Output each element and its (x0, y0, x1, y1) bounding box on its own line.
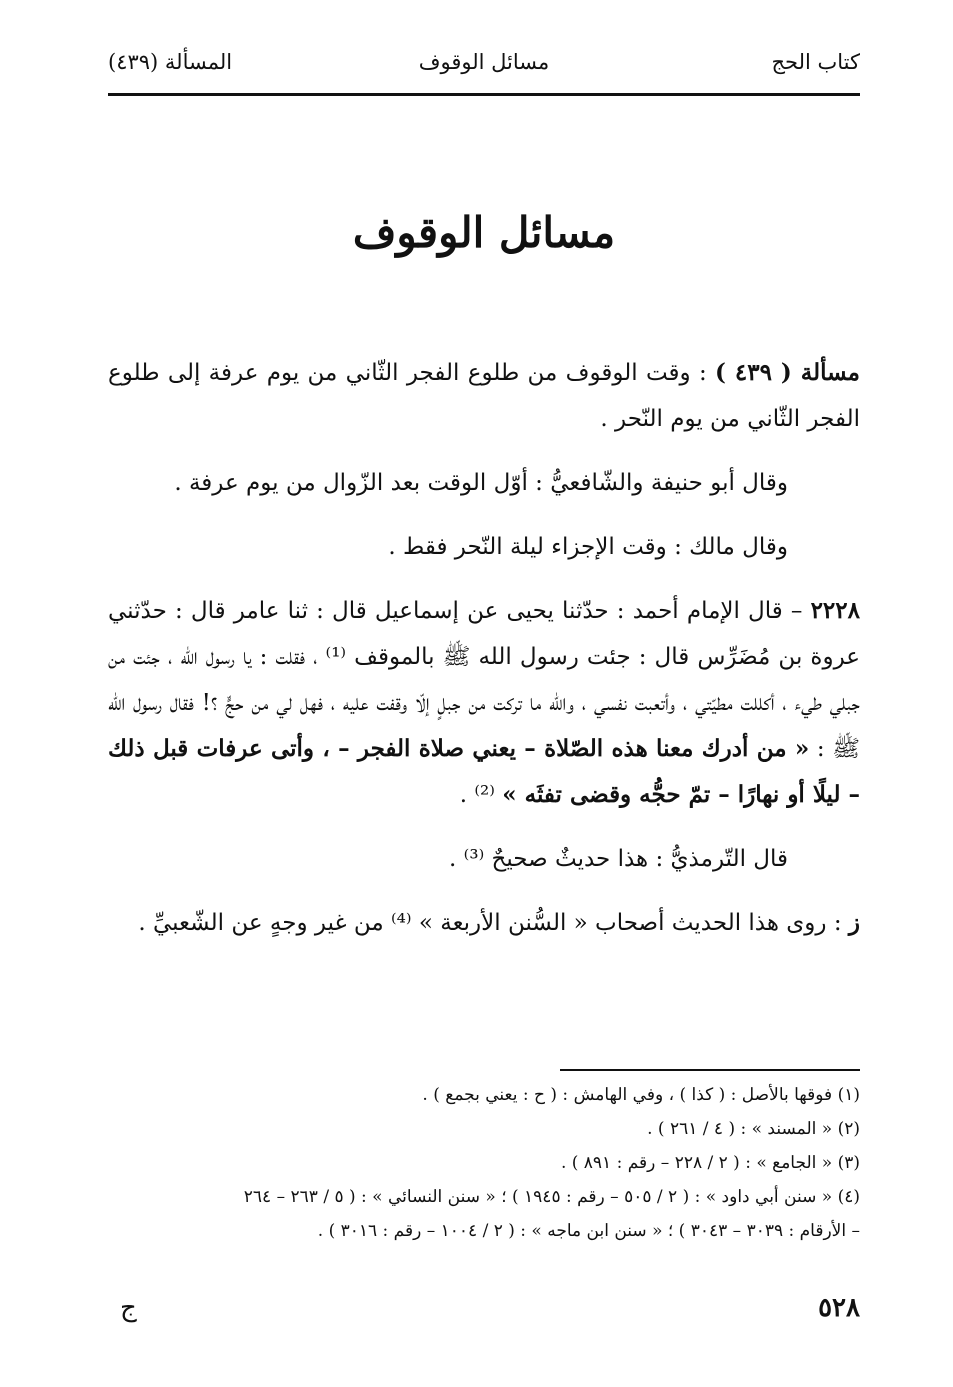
paragraph-hadith (108, 588, 860, 818)
paragraph-issue (108, 350, 860, 442)
issue-label: مسألة ( ٤٣٩ ) (715, 359, 860, 386)
paragraph-malik: وقال مالك : وقت الإجزاء ليلة النّحر فقط . (388, 534, 788, 560)
header-rule (108, 93, 860, 96)
footnotes (108, 1078, 860, 1248)
header-issue-number: المسألة (٤٣٩) (108, 50, 233, 74)
footnote-2: (٢) « المسند » : ( ٤ / ٢٦١ ) . (647, 1119, 860, 1139)
footnote-3: (٣) « الجامع » : ( ٢ / ٢٢٨ – رقم : ٨٩١ ) . (560, 1153, 860, 1173)
hadith-quote: « من أدرك معنا هذه الصّلاة – يعني صلاة الفجر – ، وأتى عرفات قبل ذلك – ليلًا أو نهارًا – تمّ حجُّه وقضى تفثَه » (108, 735, 860, 808)
hadith-text: – قال الإمام أحمد : حدّثنا يحيى عن إسماعيل قال : ثنا عامر قال : حدّثني عروة بن مُضَرِّس قال : جئت رسول الله ﷺ بالموقف ⁽¹⁾ ، فقلت : يا رسول الله ، جئت من جبلي طيء ، أكللت مطيّتي ، وأتعبت نفسي ، والله ما تركت من جبلٍ إلّا وقفت عليه ، فهل لي من حجٍّ ؟! فقال رسول الله ﷺ : (108, 598, 861, 762)
hadith-number: ٢٢٢٨ (810, 597, 860, 624)
section-title: مسائل الوقوف (352, 208, 616, 257)
addition-mark: ز (848, 909, 860, 936)
footnote-4: (٤) « سنن أبي داود » : ( ٢ / ٥٠٥ – رقم : ١٩٤٥ ) ؛ « سنن النسائي » : ( ٥ / ٢٦٣ – ٢٦٤ (243, 1187, 860, 1207)
footnote-1: (١) فوقها بالأصل : ( كذا ) ، وفي الهامش : ( ح : يعني بجمع ) . (422, 1085, 860, 1105)
signature-mark: ج (120, 1293, 137, 1323)
hadith-end: ⁽²⁾ . (459, 782, 503, 808)
addition-text: : روى هذا الحديث أصحاب « السُّنن الأربعة » ⁽⁴⁾ من غير وجهٍ عن الشّعبيِّ . (138, 910, 849, 936)
running-header (108, 44, 860, 84)
issue-text: : وقت الوقوف من طلوع الفجر الثّاني من يوم عرفة إلى طلوع الفجر الثّاني من يوم النّحر . (108, 360, 860, 432)
paragraph-addition (108, 900, 860, 946)
header-chapter-title: مسائل الوقوف (418, 50, 550, 74)
page-number: ٥٢٨ (818, 1293, 860, 1323)
footnote-4-continued: – الأرقام : ٣٠٣٩ – ٣٠٤٣ ) ؛ « سنن ابن ماجه » : ( ٢ / ١٠٠٤ – رقم : ٣٠١٦ ) . (317, 1221, 860, 1241)
main-text (108, 350, 860, 964)
header-book-title: كتاب الحج (771, 50, 860, 74)
paragraph-abu-hanifa: وقال أبو حنيفة والشّافعيُّ : أوّل الوقت بعد الزّوال من يوم عرفة . (174, 470, 788, 496)
footnote-rule (560, 1069, 860, 1071)
paragraph-tirmidhi: قال التّرمذيُّ : هذا حديثٌ صحيحٌ ⁽³⁾ . (449, 846, 788, 872)
